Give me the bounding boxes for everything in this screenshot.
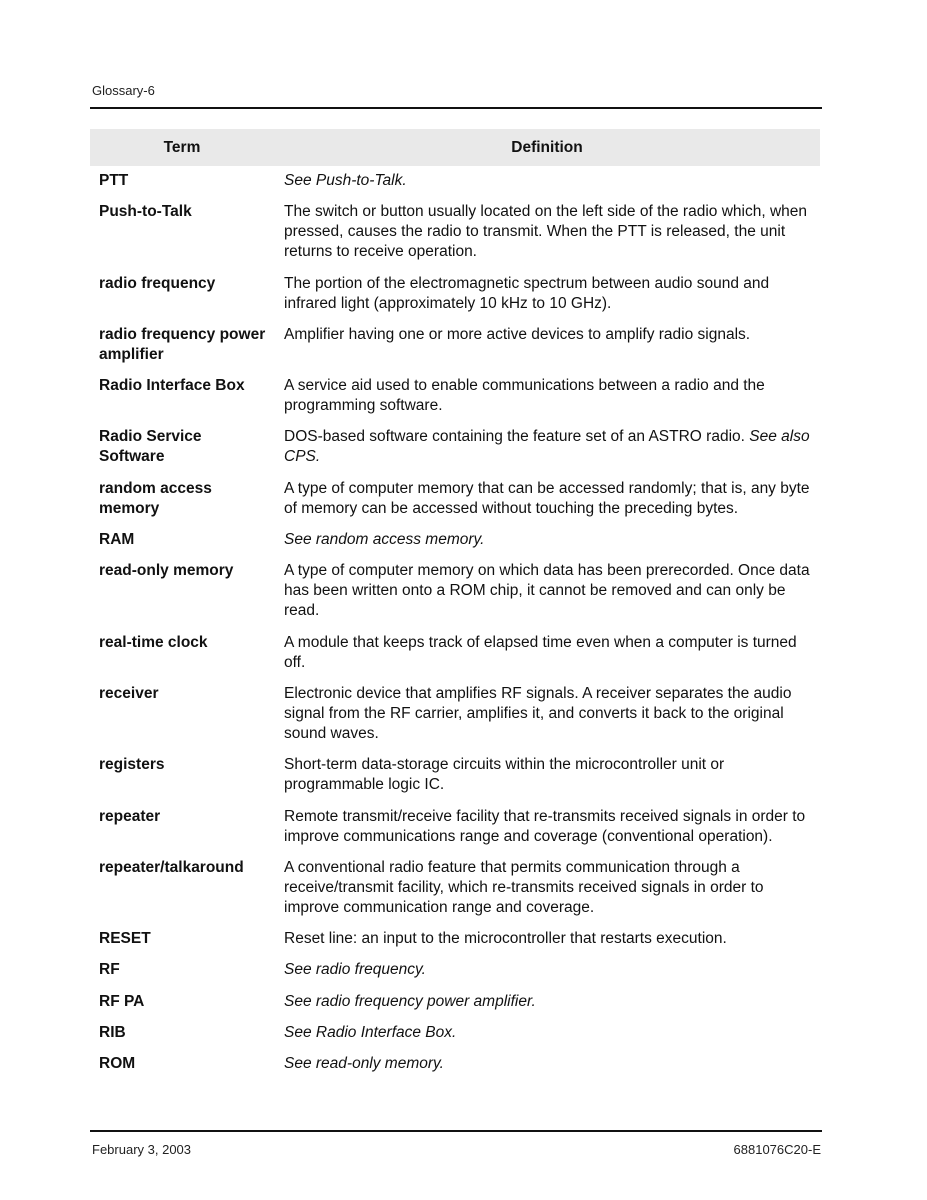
term-cell: random access memory	[99, 479, 212, 517]
term-cell: PTT	[99, 172, 129, 189]
definition-text: See random access memory.	[284, 531, 485, 549]
column-header-definition: Definition	[511, 138, 583, 156]
table-row	[90, 1023, 820, 1043]
footer-divider	[90, 1130, 822, 1132]
table-row	[90, 929, 820, 949]
page-header-label: Glossary-6	[92, 83, 155, 98]
table-header-row	[90, 129, 820, 166]
definition-cell	[274, 325, 820, 365]
term-cell: real-time clock	[99, 633, 208, 651]
term-cell: RIB	[99, 1024, 126, 1042]
definition-text: Remote transmit/receive facility that re-transmits received signals in order to improve communications range and coverage (conventional operation).	[284, 807, 806, 845]
table-row	[90, 1054, 820, 1074]
definition-text: Reset line: an input to the microcontroller that restarts execution.	[284, 930, 727, 948]
definition-cell	[274, 929, 820, 949]
definition-text: A type of computer memory that can be accessed randomly; that is, any byte of memory can be accessed without touching the preceding bytes.	[284, 479, 810, 517]
table-row	[90, 684, 820, 744]
definition-text: The portion of the electromagnetic spectrum between audio sound and infrared light (approximately 10 kHz to 10 GHz).	[284, 274, 770, 312]
definition-text: See Push-to-Talk.	[284, 172, 407, 189]
definition-text: A type of computer memory on which data has been prerecorded. Once data has been written onto a ROM chip, it cannot be removed and can only be read.	[284, 562, 810, 620]
table-row	[90, 858, 820, 918]
term-cell: read-only memory	[99, 562, 234, 580]
term-cell: repeater	[99, 807, 161, 825]
definition-text: See radio frequency power amplifier.	[284, 992, 536, 1010]
term-cell: radio frequency power amplifier	[99, 325, 266, 363]
footer-doc-code: 6881076C20-E	[733, 1142, 821, 1157]
table-row	[90, 960, 820, 980]
definition-cell	[274, 427, 820, 467]
definition-cell	[274, 684, 820, 744]
definition-cell	[274, 807, 820, 847]
table-row	[90, 633, 820, 673]
definition-cell	[274, 561, 820, 621]
definition-cell	[274, 755, 820, 795]
term-cell: Radio Service Software	[99, 428, 202, 466]
definition-text: See Radio Interface Box.	[284, 1024, 457, 1042]
term-cell: repeater/talkaround	[99, 858, 244, 876]
term-cell: RAM	[99, 531, 135, 549]
term-cell: RF PA	[99, 992, 145, 1010]
definition-cell	[274, 1054, 820, 1074]
term-cell: RF	[99, 961, 120, 979]
table-row	[90, 807, 820, 847]
definition-text: A service aid used to enable communications between a radio and the programming software.	[284, 377, 765, 415]
definition-cell	[274, 858, 820, 918]
term-cell: Push-to-Talk	[99, 203, 192, 221]
definition-cell	[274, 530, 820, 550]
footer-date: February 3, 2003	[92, 1142, 192, 1157]
table-row	[90, 325, 820, 365]
definition-cross-reference: See also CPS.	[284, 428, 810, 466]
table-row	[90, 755, 820, 795]
definition-text: See read-only memory.	[284, 1055, 444, 1073]
table-row	[90, 992, 820, 1012]
definition-text: See radio frequency.	[284, 961, 426, 979]
term-cell: radio frequency	[99, 274, 216, 292]
definition-text: The switch or button usually located on the left side of the radio which, when pressed, causes the radio to transmit. When the PTT is released, the unit returns to receive operation.	[284, 203, 807, 261]
definition-text: A module that keeps track of elapsed time even when a computer is turned off.	[284, 633, 797, 671]
term-cell: RESET	[99, 930, 151, 948]
definition-cell	[274, 171, 820, 191]
table-row	[90, 530, 820, 550]
term-cell: receiver	[99, 684, 159, 702]
column-header-term: Term	[163, 138, 201, 156]
table-body	[90, 166, 820, 1074]
definition-cell	[274, 202, 820, 262]
table-row	[90, 171, 820, 191]
table-row	[90, 274, 820, 314]
definition-cell	[274, 960, 820, 980]
header-divider	[90, 107, 822, 109]
term-cell: registers	[99, 756, 165, 774]
glossary-table	[90, 129, 820, 1086]
definition-text: Amplifier having one or more active devices to amplify radio signals.	[284, 325, 751, 343]
definition-cell	[274, 274, 820, 314]
definition-text: Electronic device that amplifies RF signals. A receiver separates the audio signal from the RF carrier, amplifies it, and converts it back to the original sound waves.	[284, 684, 792, 742]
definition-cell	[274, 376, 820, 416]
term-cell: Radio Interface Box	[99, 377, 245, 395]
table-row	[90, 561, 820, 621]
table-row	[90, 427, 820, 467]
definition-cell	[274, 479, 820, 519]
definition-cell	[274, 992, 820, 1012]
table-row	[90, 376, 820, 416]
table-row	[90, 202, 820, 262]
term-cell: ROM	[99, 1055, 136, 1073]
definition-cell	[274, 1023, 820, 1043]
definition-text: DOS-based software containing the feature set of an ASTRO radio.	[284, 428, 745, 446]
table-row	[90, 479, 820, 519]
definition-text: A conventional radio feature that permits communication through a receive/transmit facility, which re-transmits received signals in order to improve communication range and coverage.	[284, 858, 764, 916]
definition-text: Short-term data-storage circuits within the microcontroller unit or programmable logic IC.	[284, 756, 725, 794]
definition-cell	[274, 633, 820, 673]
